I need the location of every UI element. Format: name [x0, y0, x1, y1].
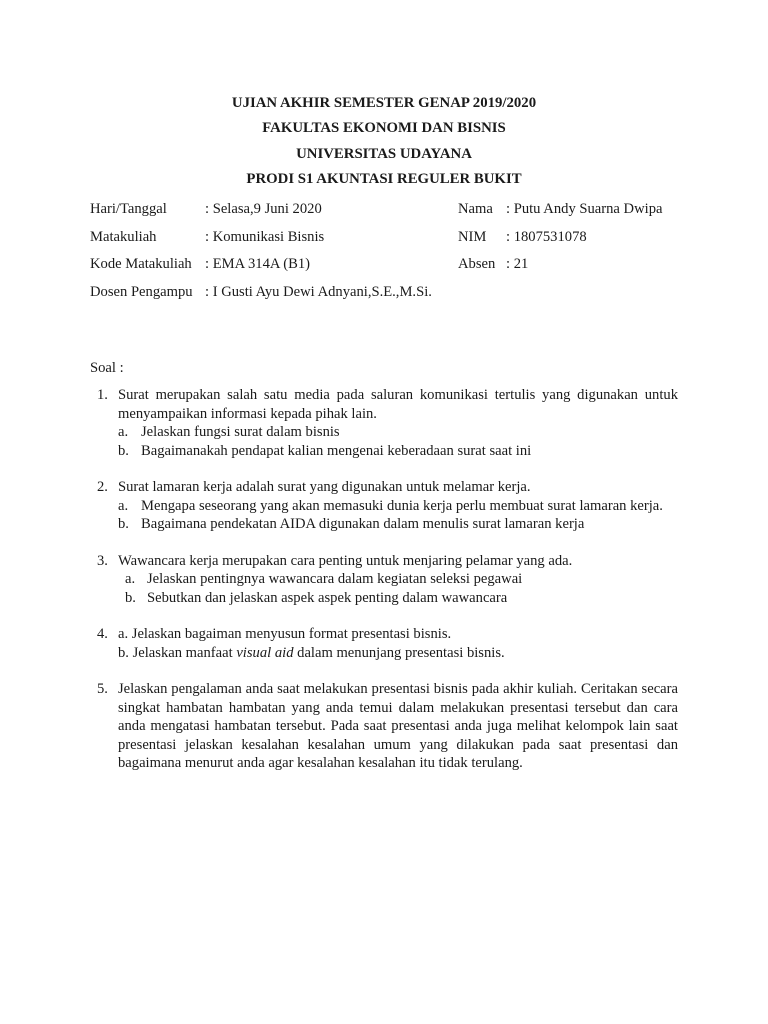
question-3 — [90, 552, 678, 608]
kode-label: Kode Matakuliah — [90, 256, 192, 273]
exam-title: UJIAN AKHIR SEMESTER GENAP 2019/2020 — [231, 95, 537, 111]
hari-label: Hari/Tanggal — [90, 201, 167, 217]
university-name: UNIVERSITAS UDAYANA — [296, 145, 472, 162]
dosen-value: : I Gusti Ayu Dewi Adnyani,S.E.,M.Si. — [205, 283, 432, 300]
soal-label: Soal : — [90, 360, 124, 376]
sub-question-b — [125, 589, 678, 608]
absen-label: Absen — [458, 256, 496, 273]
sub-question-a — [125, 570, 678, 589]
question-number: 2. — [97, 479, 108, 495]
sub-question-b — [118, 442, 678, 461]
question-number: 3. — [97, 552, 108, 569]
question-1 — [90, 386, 678, 460]
question-4a-text: a. Jelaskan bagaiman menyusun format presentasi bisnis. — [118, 626, 452, 642]
question-4 — [90, 625, 678, 662]
nim-value: : 1807531078 — [506, 228, 587, 245]
sub-question-a — [118, 423, 678, 442]
sub-letter: a. — [118, 497, 129, 514]
question-text: Jelaskan pengalaman anda saat melakukan presentasi bisnis pada akhir kuliah. Ceritakan secara singkat hambatan hambatan yang anda temui dalam melakukan presentasi tersebut dan cara anda mengatasi hambatan tersebut. Pada saat presentasi anda juga melihat kelompok lain saat presentasi jelaskan kesalahan kesalahan umum yang dilakukan pada saat presentasi dan bagaimana menurut anda agar kesalahan kesalahan itu tidak terulang. — [118, 681, 678, 771]
sub-letter: b. — [118, 442, 129, 459]
sub-letter: a. — [118, 424, 129, 440]
kode-value: : EMA 314A (B1) — [205, 256, 310, 273]
q4b-suffix: dalam menunjang presentasi bisnis. — [293, 644, 505, 661]
sub-question-a — [118, 497, 678, 516]
question-2 — [90, 478, 678, 534]
question-text: Surat merupakan salah satu media pada saluran komunikasi tertulis yang digunakan untuk menyampaikan informasi kepada pihak lain. — [118, 387, 678, 422]
nama-value: : Putu Andy Suarna Dwipa — [506, 201, 663, 217]
q4b-prefix: b. Jelaskan manfaat — [118, 644, 237, 661]
faculty-name: FAKULTAS EKONOMI DAN BISNIS — [262, 120, 506, 137]
info-row-hari — [90, 198, 690, 226]
program-name: PRODI S1 AKUNTASI REGULER BUKIT — [246, 170, 522, 187]
question-4b-text — [118, 644, 678, 663]
hari-value: : Selasa,9 Juni 2020 — [205, 201, 322, 217]
nim-label: NIM — [458, 228, 487, 245]
sub-question-b — [118, 515, 678, 534]
question-list — [90, 386, 678, 791]
sub-letter: b. — [125, 589, 136, 606]
sub-question-text: Jelaskan fungsi surat dalam bisnis — [141, 424, 340, 440]
q4b-italic: visual aid — [236, 644, 294, 661]
question-number: 4. — [97, 626, 108, 642]
sub-question-text: Mengapa seseorang yang akan memasuki dunia kerja perlu membuat surat lamaran kerja. — [141, 497, 663, 514]
sub-question-text: Sebutkan dan jelaskan aspek aspek penting dalam wawancara — [147, 589, 508, 606]
sub-letter: a. — [125, 571, 136, 587]
info-row-matkul — [90, 226, 690, 254]
matkul-label: Matakuliah — [90, 228, 157, 245]
sub-question-text: Bagaimanakah pendapat kalian mengenai keberadaan surat saat ini — [141, 442, 532, 459]
question-text: Surat lamaran kerja adalah surat yang digunakan untuk melamar kerja. — [118, 479, 531, 495]
question-number: 5. — [97, 681, 108, 697]
question-number: 1. — [97, 387, 108, 403]
sub-question-text: Jelaskan pentingnya wawancara dalam kegiatan seleksi pegawai — [147, 571, 523, 587]
info-row-dosen — [90, 281, 690, 309]
question-text: Wawancara kerja merupakan cara penting untuk menjaring pelamar yang ada. — [118, 552, 573, 569]
matkul-value: : Komunikasi Bisnis — [205, 228, 325, 245]
sub-question-text: Bagaimana pendekatan AIDA digunakan dalam menulis surat lamaran kerja — [141, 516, 585, 532]
info-row-kode — [90, 253, 690, 281]
sub-letter: b. — [118, 516, 129, 532]
dosen-label: Dosen Pengampu — [90, 283, 193, 300]
exam-info-table — [90, 198, 690, 308]
question-5 — [90, 680, 678, 773]
absen-value: : 21 — [506, 256, 529, 273]
nama-label: Nama — [458, 201, 493, 217]
exam-header — [0, 93, 768, 194]
